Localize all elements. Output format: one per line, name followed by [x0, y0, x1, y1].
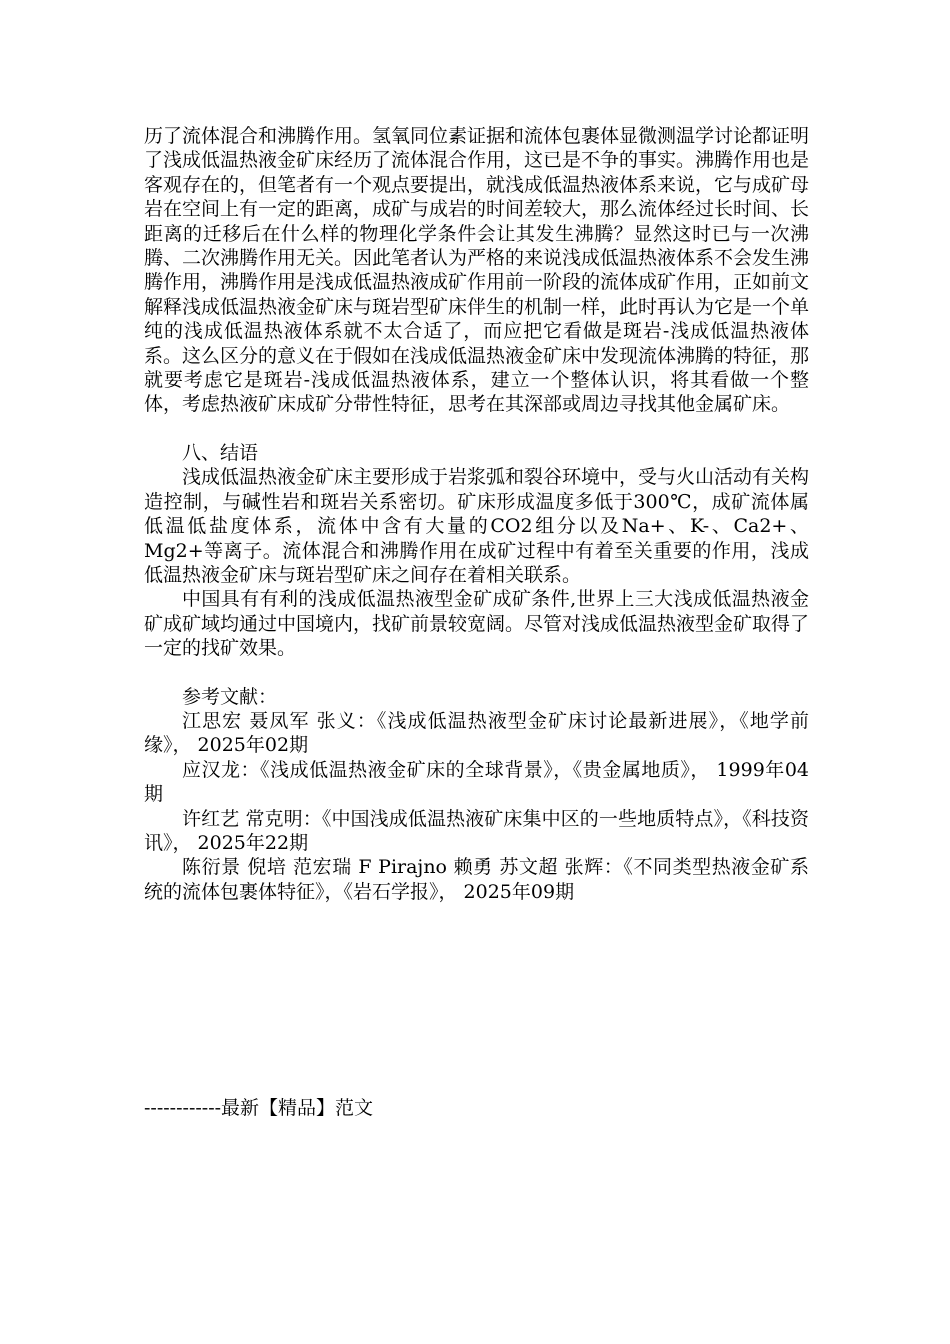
footer-text: ------------最新【精品】范文: [144, 1097, 374, 1119]
reference-item-4: 陈衍景 倪培 范宏瑞 F Pirajno 赖勇 苏文超 张辉：《不同类型热液金矿系统的流体包裹体特征》，《岩石学报》， 2025年09期: [144, 856, 809, 903]
paragraph-gap: [144, 661, 809, 685]
conclusion-paragraph-2: 中国具有有利的浅成低温热液型金矿成矿条件,世界上三大浅成低温热液金矿成矿域均通过中国境内，找矿前景较宽阔。尽管对浅成低温热液型金矿取得了一定的找矿效果。: [144, 588, 810, 660]
reference-item-3: 许红艺 常克明：《中国浅成低温热液矿床集中区的一些地质特点》，《科技资讯》， 2025年22期: [144, 807, 809, 854]
conclusion-paragraph-1: 浅成低温热液金矿床主要形成于岩浆弧和裂谷环境中，受与火山活动有关构造控制，与碱性岩和斑岩关系密切。矿床形成温度多低于300℃，成矿流体属低温低盐度体系，流体中含有大量的CO2组分以及Na+、K-、Ca2+、Mg2+等离子。流体混合和沸腾作用在成矿过程中有着至关重要的作用，浅成低温热液金矿床与斑岩型矿床之间存在着相关联系。: [144, 466, 810, 586]
paragraph-gap: [144, 417, 809, 441]
reference-item-2: 应汉龙：《浅成低温热液金矿床的全球背景》，《贵金属地质》， 1999年04期: [144, 758, 809, 806]
section-heading: 八、结语: [182, 441, 259, 464]
document-body: [144, 124, 809, 904]
references-heading: 参考文献：: [182, 685, 278, 708]
reference-item-1: 江思宏 聂凤军 张义：《浅成低温热液型金矿床讨论最新进展》，《地学前缘》， 2025年02期: [144, 709, 809, 757]
continuation-paragraph: 历了流体混合和沸腾作用。氢氧同位素证据和流体包裹体显微测温学讨论都证明了浅成低温热液金矿床经历了流体混合作用，这已是不争的事实。沸腾作用也是客观存在的，但笔者有一个观点要提出，就浅成低温热液体系来说，它与成矿母岩在空间上有一定的距离，成矿与成岩的时间差较大，那么流体经过长时间、长距离的迁移后在什么样的物理化学条件会让其发生沸腾？显然这时已与一次沸腾、二次沸腾作用无关。因此笔者认为严格的来说浅成低温热液体系不会发生沸腾作用，沸腾作用是浅成低温热液成矿作用前一阶段的流体成矿作用，正如前文解释浅成低温热液金矿床与斑岩型矿床伴生的机制一样，此时再认为它是一个单纯的浅成低温热液体系就不太合适了，而应把它看做是斑岩-浅成低温热液体系。这么区分的意义在于假如在浅成低温热液金矿床中发现流体沸腾的特征，那就要考虑它是斑岩-浅成低温热液体系，建立一个整体认识，将其看做一个整体，考虑热液矿床成矿分带性特征，思考在其深部或周边寻找其他金属矿床。: [144, 125, 810, 416]
